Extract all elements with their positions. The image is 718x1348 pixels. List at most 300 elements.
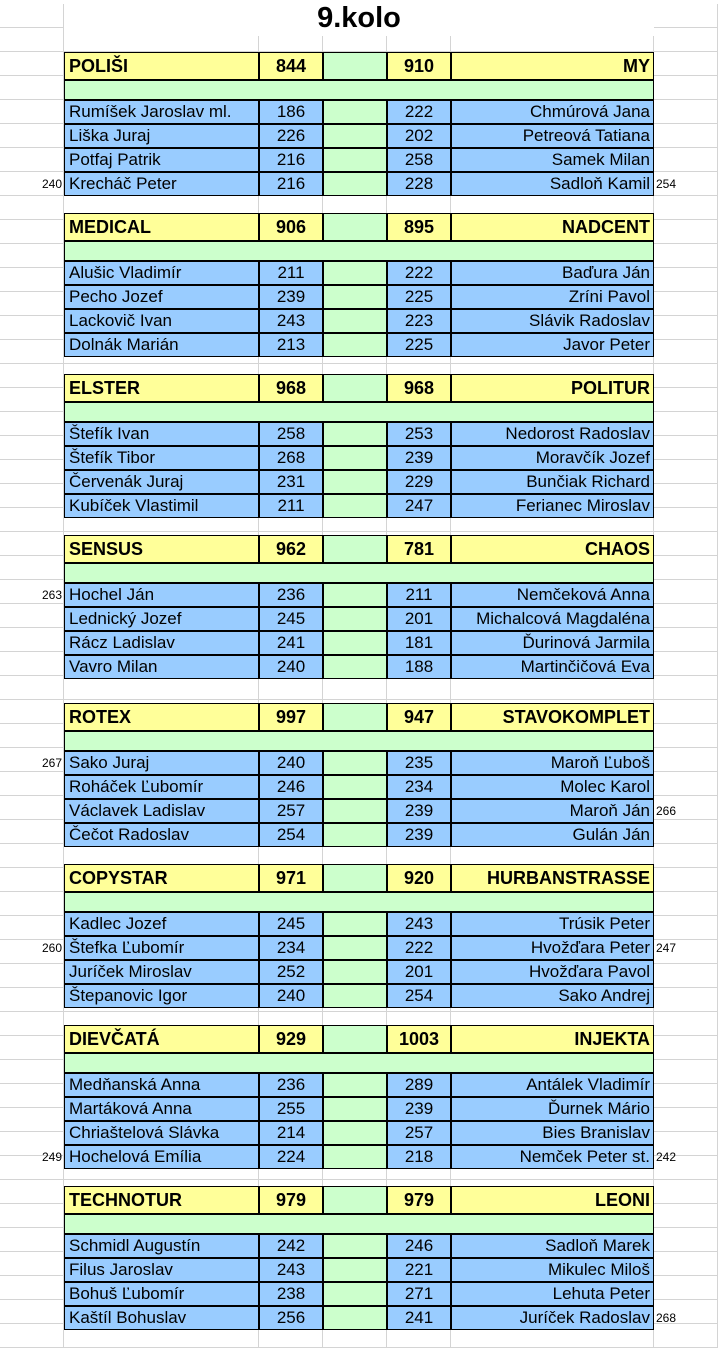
team-name-away[interactable]: CHAOS [451, 535, 654, 563]
grid-cell[interactable] [654, 508, 718, 532]
grid-cell[interactable] [0, 52, 64, 76]
player-name-home[interactable]: Štepanovic Igor [64, 984, 259, 1008]
grid-cell[interactable] [654, 244, 718, 268]
separator-cell[interactable] [323, 655, 387, 679]
team-score-away[interactable]: 895 [387, 213, 451, 241]
grid-cell[interactable] [451, 676, 654, 700]
player-score-away[interactable]: 289 [387, 1073, 451, 1097]
player-name-home[interactable]: Pecho Jozef [64, 285, 259, 309]
separator-cell[interactable] [323, 1097, 387, 1121]
player-name-home[interactable]: Štefík Tibor [64, 446, 259, 470]
grid-cell[interactable] [0, 1036, 64, 1060]
player-score-away[interactable]: 201 [387, 960, 451, 984]
separator-cell[interactable] [323, 1186, 387, 1214]
grid-cell[interactable] [654, 1276, 718, 1300]
grid-cell[interactable] [323, 676, 387, 700]
grid-cell[interactable] [0, 604, 64, 628]
player-name-home[interactable]: Schmidl Augustín [64, 1234, 259, 1258]
team-score-away[interactable]: 910 [387, 52, 451, 80]
player-name-home[interactable]: Kubíček Vlastimil [64, 494, 259, 518]
grid-cell[interactable] [654, 52, 718, 76]
player-score-away[interactable]: 202 [387, 124, 451, 148]
grid-cell[interactable] [0, 1108, 64, 1132]
grid-cell[interactable] [0, 508, 64, 532]
grid-cell[interactable] [654, 820, 718, 844]
grid-cell[interactable] [654, 316, 718, 340]
team-score-away[interactable]: 979 [387, 1186, 451, 1214]
player-name-away[interactable]: Molec Karol [451, 775, 654, 799]
grid-cell[interactable] [0, 220, 64, 244]
player-score-home[interactable]: 236 [259, 583, 323, 607]
grid-cell[interactable] [0, 1252, 64, 1276]
grid-cell[interactable] [0, 1084, 64, 1108]
player-score-away[interactable]: 253 [387, 422, 451, 446]
grid-cell[interactable] [0, 820, 64, 844]
grid-cell[interactable] [0, 268, 64, 292]
grid-cell[interactable] [0, 436, 64, 460]
player-name-away[interactable]: Trúsik Peter [451, 912, 654, 936]
player-name-away[interactable]: Martinčičová Eva [451, 655, 654, 679]
player-name-home[interactable]: Juríček Miroslav [64, 960, 259, 984]
separator-cell[interactable] [323, 1073, 387, 1097]
player-name-home[interactable]: Rácz Ladislav [64, 631, 259, 655]
player-score-away[interactable]: 225 [387, 333, 451, 357]
player-score-home[interactable]: 186 [259, 100, 323, 124]
player-name-away[interactable]: Mikulec Miloš [451, 1258, 654, 1282]
player-score-home[interactable]: 211 [259, 494, 323, 518]
grid-cell[interactable] [0, 628, 64, 652]
player-name-away[interactable]: Bies Branislav [451, 1121, 654, 1145]
grid-cell[interactable] [654, 4, 718, 28]
grid-cell[interactable] [0, 1180, 64, 1204]
separator-cell[interactable] [323, 422, 387, 446]
grid-cell[interactable] [654, 964, 718, 988]
grid-cell[interactable] [654, 76, 718, 100]
player-score-away[interactable]: 222 [387, 100, 451, 124]
player-name-home[interactable]: Krecháč Peter [64, 172, 259, 196]
grid-cell[interactable] [654, 1012, 718, 1036]
team-name-home[interactable]: ROTEX [64, 703, 259, 731]
team-name-away[interactable]: MY [451, 52, 654, 80]
grid-cell[interactable] [654, 124, 718, 148]
player-name-away[interactable]: Hvožďara Pavol [451, 960, 654, 984]
player-score-away[interactable]: 246 [387, 1234, 451, 1258]
grid-cell[interactable] [0, 556, 64, 580]
grid-cell[interactable] [0, 988, 64, 1012]
grid-cell[interactable] [0, 1012, 64, 1036]
player-name-home[interactable]: Hochel Ján [64, 583, 259, 607]
grid-cell[interactable] [0, 652, 64, 676]
separator-cell[interactable] [323, 823, 387, 847]
team-name-away[interactable]: HURBANSTRASSE [451, 864, 654, 892]
grid-cell[interactable] [0, 1228, 64, 1252]
player-score-home[interactable]: 243 [259, 309, 323, 333]
player-score-home[interactable]: 256 [259, 1306, 323, 1330]
player-name-home[interactable]: Čečot Radoslav [64, 823, 259, 847]
player-score-home[interactable]: 211 [259, 261, 323, 285]
separator-cell[interactable] [323, 960, 387, 984]
separator-cell[interactable] [323, 775, 387, 799]
player-name-away[interactable]: Chmúrová Jana [451, 100, 654, 124]
grid-cell[interactable] [654, 700, 718, 724]
separator-cell[interactable] [323, 261, 387, 285]
player-score-home[interactable]: 258 [259, 422, 323, 446]
player-score-home[interactable]: 245 [259, 912, 323, 936]
team-name-away[interactable]: STAVOKOMPLET [451, 703, 654, 731]
separator-cell[interactable] [323, 1121, 387, 1145]
player-name-home[interactable]: Medňanská Anna [64, 1073, 259, 1097]
player-score-away[interactable]: 257 [387, 1121, 451, 1145]
player-score-home[interactable]: 226 [259, 124, 323, 148]
player-score-home[interactable]: 231 [259, 470, 323, 494]
team-score-home[interactable]: 906 [259, 213, 323, 241]
separator-cell[interactable] [323, 631, 387, 655]
player-name-away[interactable]: Samek Milan [451, 148, 654, 172]
player-name-home[interactable]: Štefík Ivan [64, 422, 259, 446]
player-score-away[interactable]: 201 [387, 607, 451, 631]
separator-cell[interactable] [323, 100, 387, 124]
player-name-home[interactable]: Filus Jaroslav [64, 1258, 259, 1282]
player-score-away[interactable]: 243 [387, 912, 451, 936]
grid-cell[interactable] [654, 772, 718, 796]
player-score-away[interactable]: 223 [387, 309, 451, 333]
grid-cell[interactable] [0, 460, 64, 484]
player-score-away[interactable]: 239 [387, 1097, 451, 1121]
grid-cell[interactable] [654, 868, 718, 892]
team-score-home[interactable]: 997 [259, 703, 323, 731]
player-name-away[interactable]: Slávik Radoslav [451, 309, 654, 333]
grid-cell[interactable] [0, 796, 64, 820]
player-name-home[interactable]: Rumíšek Jaroslav ml. [64, 100, 259, 124]
player-score-home[interactable]: 216 [259, 172, 323, 196]
player-name-home[interactable]: Lednický Jozef [64, 607, 259, 631]
team-name-away[interactable]: INJEKTA [451, 1025, 654, 1053]
separator-cell[interactable] [323, 1282, 387, 1306]
grid-cell[interactable] [654, 148, 718, 172]
player-score-home[interactable]: 216 [259, 148, 323, 172]
player-score-away[interactable]: 247 [387, 494, 451, 518]
grid-cell[interactable] [654, 436, 718, 460]
player-score-away[interactable]: 235 [387, 751, 451, 775]
player-name-away[interactable]: Ďurnek Mário [451, 1097, 654, 1121]
grid-cell[interactable] [64, 676, 259, 700]
grid-cell[interactable] [654, 748, 718, 772]
grid-cell[interactable] [654, 268, 718, 292]
separator-cell[interactable] [323, 1025, 387, 1053]
separator-cell[interactable] [323, 172, 387, 196]
grid-cell[interactable] [654, 724, 718, 748]
separator-cell[interactable] [323, 607, 387, 631]
grid-cell[interactable] [654, 1108, 718, 1132]
player-score-away[interactable]: 234 [387, 775, 451, 799]
grid-cell[interactable] [0, 412, 64, 436]
player-name-away[interactable]: Bunčiak Richard [451, 470, 654, 494]
grid-cell[interactable] [654, 1060, 718, 1084]
player-name-home[interactable]: Martáková Anna [64, 1097, 259, 1121]
team-score-home[interactable]: 971 [259, 864, 323, 892]
player-score-home[interactable]: 241 [259, 631, 323, 655]
player-score-home[interactable]: 252 [259, 960, 323, 984]
grid-cell[interactable] [654, 676, 718, 700]
player-name-away[interactable]: Antálek Vladimír [451, 1073, 654, 1097]
player-score-home[interactable]: 238 [259, 1282, 323, 1306]
grid-cell[interactable] [0, 148, 64, 172]
player-name-away[interactable]: Sako Andrej [451, 984, 654, 1008]
player-name-home[interactable]: Lackovič Ivan [64, 309, 259, 333]
grid-cell[interactable] [0, 892, 64, 916]
grid-cell[interactable] [654, 1180, 718, 1204]
grid-cell[interactable] [0, 364, 64, 388]
grid-cell[interactable] [0, 28, 64, 52]
grid-cell[interactable] [0, 1276, 64, 1300]
player-score-away[interactable]: 222 [387, 936, 451, 960]
player-score-home[interactable]: 268 [259, 446, 323, 470]
team-name-home[interactable]: TECHNOTUR [64, 1186, 259, 1214]
player-score-home[interactable]: 234 [259, 936, 323, 960]
grid-cell[interactable] [654, 460, 718, 484]
grid-cell[interactable] [654, 412, 718, 436]
player-name-home[interactable]: Červenák Juraj [64, 470, 259, 494]
team-name-away[interactable]: NADCENT [451, 213, 654, 241]
player-score-home[interactable]: 254 [259, 823, 323, 847]
team-name-home[interactable]: COPYSTAR [64, 864, 259, 892]
separator-cell[interactable] [323, 213, 387, 241]
player-name-home[interactable]: Vavro Milan [64, 655, 259, 679]
grid-cell[interactable] [654, 1228, 718, 1252]
player-score-away[interactable]: 239 [387, 446, 451, 470]
player-score-home[interactable]: 240 [259, 655, 323, 679]
separator-cell[interactable] [323, 124, 387, 148]
player-score-home[interactable]: 257 [259, 799, 323, 823]
player-score-home[interactable]: 213 [259, 333, 323, 357]
grid-cell[interactable] [259, 676, 323, 700]
team-score-away[interactable]: 947 [387, 703, 451, 731]
separator-cell[interactable] [323, 446, 387, 470]
grid-cell[interactable] [0, 292, 64, 316]
grid-cell[interactable] [0, 700, 64, 724]
separator-cell[interactable] [323, 703, 387, 731]
player-score-away[interactable]: 188 [387, 655, 451, 679]
player-name-home[interactable]: Bohuš Ľubomír [64, 1282, 259, 1306]
player-score-home[interactable]: 214 [259, 1121, 323, 1145]
separator-cell[interactable] [323, 494, 387, 518]
grid-cell[interactable] [654, 220, 718, 244]
player-score-away[interactable]: 229 [387, 470, 451, 494]
grid-cell[interactable] [654, 652, 718, 676]
separator-cell[interactable] [323, 1234, 387, 1258]
player-name-away[interactable]: Sadloň Kamil [451, 172, 654, 196]
team-score-home[interactable]: 979 [259, 1186, 323, 1214]
separator-cell[interactable] [323, 374, 387, 402]
grid-cell[interactable] [654, 292, 718, 316]
player-name-away[interactable]: Nemček Peter st. [451, 1145, 654, 1169]
player-name-away[interactable]: Juríček Radoslav [451, 1306, 654, 1330]
grid-cell[interactable] [654, 196, 718, 220]
player-name-away[interactable]: Javor Peter [451, 333, 654, 357]
separator-cell[interactable] [323, 912, 387, 936]
player-score-away[interactable]: 225 [387, 285, 451, 309]
separator-cell[interactable] [323, 309, 387, 333]
grid-cell[interactable] [0, 316, 64, 340]
player-score-away[interactable]: 222 [387, 261, 451, 285]
grid-cell[interactable] [654, 844, 718, 868]
grid-cell[interactable] [654, 580, 718, 604]
separator-cell[interactable] [323, 535, 387, 563]
team-name-away[interactable]: LEONI [451, 1186, 654, 1214]
grid-cell[interactable] [0, 388, 64, 412]
team-name-home[interactable]: MEDICAL [64, 213, 259, 241]
separator-cell[interactable] [323, 583, 387, 607]
separator-cell[interactable] [323, 751, 387, 775]
player-name-away[interactable]: Lehuta Peter [451, 1282, 654, 1306]
grid-cell[interactable] [654, 364, 718, 388]
player-name-home[interactable]: Václavek Ladislav [64, 799, 259, 823]
team-score-away[interactable]: 1003 [387, 1025, 451, 1053]
grid-cell[interactable] [0, 4, 64, 28]
grid-cell[interactable] [654, 628, 718, 652]
player-name-away[interactable]: Petreová Tatiana [451, 124, 654, 148]
player-score-away[interactable]: 181 [387, 631, 451, 655]
grid-cell[interactable] [654, 1084, 718, 1108]
grid-cell[interactable] [0, 1300, 64, 1324]
team-score-home[interactable]: 929 [259, 1025, 323, 1053]
grid-cell[interactable] [654, 340, 718, 364]
grid-cell[interactable] [0, 340, 64, 364]
team-score-away[interactable]: 781 [387, 535, 451, 563]
player-score-home[interactable]: 242 [259, 1234, 323, 1258]
player-score-away[interactable]: 239 [387, 799, 451, 823]
player-name-away[interactable]: Nemčeková Anna [451, 583, 654, 607]
player-score-away[interactable]: 258 [387, 148, 451, 172]
player-name-home[interactable]: Chriaštelová Slávka [64, 1121, 259, 1145]
team-name-home[interactable]: DIEVČATÁ [64, 1025, 259, 1053]
player-score-home[interactable]: 255 [259, 1097, 323, 1121]
grid-cell[interactable] [0, 676, 64, 700]
grid-cell[interactable] [654, 1036, 718, 1060]
grid-cell[interactable] [0, 484, 64, 508]
player-name-away[interactable]: Zríni Pavol [451, 285, 654, 309]
grid-cell[interactable] [654, 1204, 718, 1228]
player-score-away[interactable]: 254 [387, 984, 451, 1008]
grid-cell[interactable] [654, 388, 718, 412]
player-name-away[interactable]: Sadloň Marek [451, 1234, 654, 1258]
team-score-home[interactable]: 962 [259, 535, 323, 563]
grid-cell[interactable] [0, 1060, 64, 1084]
separator-cell[interactable] [323, 1145, 387, 1169]
separator-cell[interactable] [323, 984, 387, 1008]
player-name-away[interactable]: Ferianec Miroslav [451, 494, 654, 518]
grid-cell[interactable] [0, 1204, 64, 1228]
player-score-home[interactable]: 243 [259, 1258, 323, 1282]
player-score-home[interactable]: 240 [259, 751, 323, 775]
grid-cell[interactable] [0, 844, 64, 868]
player-name-away[interactable]: Nedorost Radoslav [451, 422, 654, 446]
player-name-home[interactable]: Alušic Vladimír [64, 261, 259, 285]
player-name-away[interactable]: Maroň Ján [451, 799, 654, 823]
grid-cell[interactable] [0, 772, 64, 796]
grid-cell[interactable] [654, 556, 718, 580]
player-name-home[interactable]: Potfaj Patrik [64, 148, 259, 172]
player-score-home[interactable]: 224 [259, 1145, 323, 1169]
team-name-home[interactable]: ELSTER [64, 374, 259, 402]
player-score-away[interactable]: 241 [387, 1306, 451, 1330]
separator-cell[interactable] [323, 333, 387, 357]
player-score-home[interactable]: 245 [259, 607, 323, 631]
player-name-away[interactable]: Gulán Ján [451, 823, 654, 847]
player-name-home[interactable]: Štefka Ľubomír [64, 936, 259, 960]
separator-cell[interactable] [323, 799, 387, 823]
player-name-away[interactable]: Ďurinová Jarmila [451, 631, 654, 655]
separator-cell[interactable] [323, 1258, 387, 1282]
grid-cell[interactable] [654, 100, 718, 124]
grid-cell[interactable] [654, 532, 718, 556]
grid-cell[interactable] [387, 676, 451, 700]
grid-cell[interactable] [654, 988, 718, 1012]
grid-cell[interactable] [0, 868, 64, 892]
player-score-away[interactable]: 221 [387, 1258, 451, 1282]
grid-cell[interactable] [0, 196, 64, 220]
grid-cell[interactable] [654, 28, 718, 52]
grid-cell[interactable] [0, 76, 64, 100]
player-name-away[interactable]: Michalcová Magdaléna [451, 607, 654, 631]
grid-cell[interactable] [0, 124, 64, 148]
grid-cell[interactable] [0, 244, 64, 268]
separator-cell[interactable] [323, 864, 387, 892]
separator-cell[interactable] [323, 52, 387, 80]
team-name-home[interactable]: POLIŠI [64, 52, 259, 80]
player-score-home[interactable]: 239 [259, 285, 323, 309]
player-name-home[interactable]: Sako Juraj [64, 751, 259, 775]
player-name-home[interactable]: Liška Juraj [64, 124, 259, 148]
player-name-away[interactable]: Hvožďara Peter [451, 936, 654, 960]
player-name-home[interactable]: Hochelová Emília [64, 1145, 259, 1169]
team-score-away[interactable]: 968 [387, 374, 451, 402]
player-score-away[interactable]: 271 [387, 1282, 451, 1306]
separator-cell[interactable] [323, 285, 387, 309]
team-name-away[interactable]: POLITUR [451, 374, 654, 402]
separator-cell[interactable] [323, 1306, 387, 1330]
grid-cell[interactable] [654, 604, 718, 628]
player-name-home[interactable]: Kadlec Jozef [64, 912, 259, 936]
grid-cell[interactable] [0, 100, 64, 124]
team-score-away[interactable]: 920 [387, 864, 451, 892]
player-score-away[interactable]: 211 [387, 583, 451, 607]
grid-cell[interactable] [0, 532, 64, 556]
player-score-away[interactable]: 228 [387, 172, 451, 196]
player-name-home[interactable]: Kaštíl Bohuslav [64, 1306, 259, 1330]
grid-cell[interactable] [654, 892, 718, 916]
player-score-home[interactable]: 246 [259, 775, 323, 799]
player-name-away[interactable]: Maroň Ľuboš [451, 751, 654, 775]
grid-cell[interactable] [0, 1324, 64, 1348]
team-score-home[interactable]: 968 [259, 374, 323, 402]
player-name-away[interactable]: Baďura Ján [451, 261, 654, 285]
separator-cell[interactable] [323, 148, 387, 172]
grid-cell[interactable] [654, 484, 718, 508]
separator-cell[interactable] [323, 470, 387, 494]
player-score-home[interactable]: 240 [259, 984, 323, 1008]
grid-cell[interactable] [654, 1252, 718, 1276]
player-score-away[interactable]: 239 [387, 823, 451, 847]
separator-cell[interactable] [323, 936, 387, 960]
player-score-away[interactable]: 218 [387, 1145, 451, 1169]
player-score-home[interactable]: 236 [259, 1073, 323, 1097]
team-score-home[interactable]: 844 [259, 52, 323, 80]
grid-cell[interactable] [0, 964, 64, 988]
player-name-away[interactable]: Moravčík Jozef [451, 446, 654, 470]
player-name-home[interactable]: Dolnák Marián [64, 333, 259, 357]
grid-cell[interactable] [0, 724, 64, 748]
